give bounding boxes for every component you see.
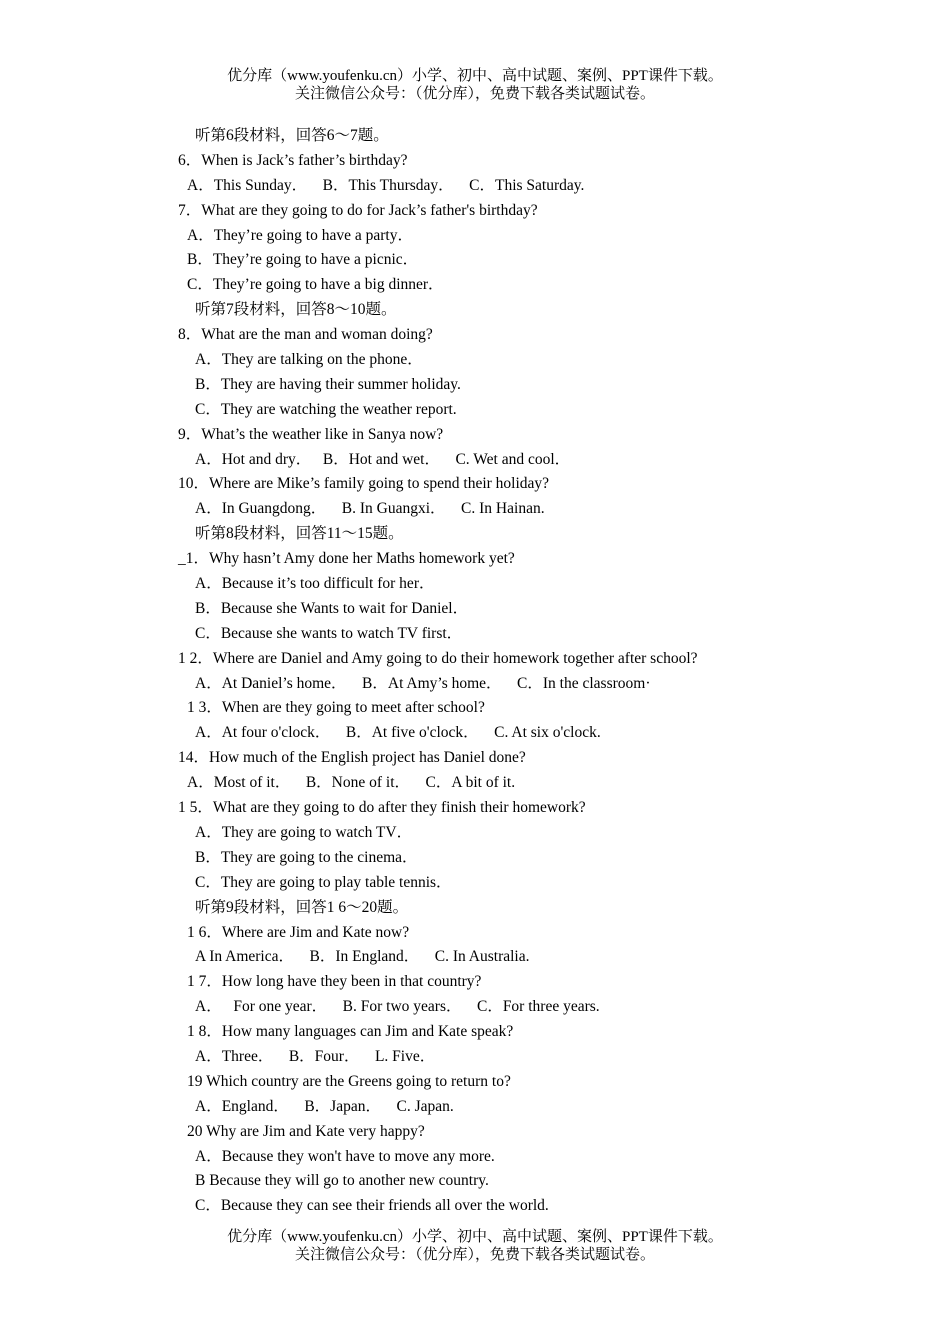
answer-options: A．England． B．Japan． C. Japan. (195, 1097, 454, 1115)
answer-option: C．They’re going to have a big dinner． (187, 276, 444, 294)
question: 1 6．Where are Jim and Kate now? (187, 923, 410, 941)
answer-options: A In America． B．In England． C. In Australia. (195, 948, 530, 966)
section-instruction: 听第6段材料，回答6～7题。 (195, 127, 389, 144)
answer-option: A．They are going to watch TV． (195, 823, 413, 841)
question: 8．What are the man and woman doing? (178, 326, 433, 344)
answer-options: A．This Sunday． B．This Thursday． C．This Saturday. (187, 176, 585, 194)
question: _1．Why hasn’t Amy done her Maths homework yet? (178, 550, 515, 568)
page-footer (0, 1228, 950, 1264)
question: 9．What’s the weather like in Sanya now? (178, 425, 444, 443)
answer-options: A．Three． B．Four． L. Five． (195, 1047, 436, 1065)
answer-option: B．They are going to the cinema． (195, 848, 418, 866)
question: 20 Why are Jim and Kate very happy? (187, 1122, 425, 1140)
header-line-1: 优分库（www.youfenku.cn）小学、初中、高中试题、案例、PPT课件下载。 (227, 68, 723, 84)
answer-option: A．They’re going to have a party． (187, 226, 413, 244)
section-instruction: 听第8段材料，回答11～15题。 (195, 525, 404, 543)
answer-options: A．At four o'clock． B．At five o'clock． C. At six o'clock. (195, 724, 601, 742)
question: 1 7．How long have they been in that country? (187, 973, 482, 991)
answer-option: B．Because she Wants to wait for Daniel． (195, 599, 469, 617)
header-line-2: 关注微信公众号：（优分库），免费下载各类试题试卷。 (294, 86, 655, 102)
answer-option: A．Because it’s too difficult for her． (195, 575, 435, 593)
question: 1 5．What are they going to do after they finish their homework? (178, 799, 586, 817)
answer-options: A．Hot and dry． B．Hot and wet． C. Wet and cool． (195, 450, 571, 468)
section-instruction: 听第9段材料，回答1 6～20题。 (195, 898, 409, 916)
answer-option: B．They are having their summer holiday. (195, 375, 461, 393)
answer-options: A．In Guangdong． B. In Guangxi． C. In Hainan. (195, 500, 545, 518)
answer-option: C．Because they can see their friends all over the world. (195, 1197, 549, 1215)
answer-options: A． For one year． B. For two years． C．For three years. (195, 998, 600, 1016)
answer-options: A．At Daniel’s home． B．At Amy’s home． C．In the classroom· (195, 674, 651, 692)
question: 10．Where are Mike’s family going to spend their holiday? (178, 475, 550, 493)
question: 14．How much of the English project has Daniel done? (178, 749, 526, 767)
page-header (0, 67, 950, 103)
answer-option: A．Because they won't have to move any more. (195, 1147, 495, 1165)
exam-content (178, 124, 898, 1219)
answer-option: C．Because she wants to watch TV first． (195, 624, 463, 642)
footer-line-1: 优分库（www.youfenku.cn）小学、初中、高中试题、案例、PPT课件下载。 (227, 1229, 723, 1245)
answer-option: C．They are watching the weather report. (195, 400, 457, 418)
footer-line-2: 关注微信公众号：（优分库），免费下载各类试题试卷。 (294, 1247, 655, 1263)
question: 19 Which country are the Greens going to return to? (187, 1072, 511, 1090)
section-instruction: 听第7段材料，回答8～10题。 (195, 301, 397, 319)
question: 1 2．Where are Daniel and Amy going to do their homework together after school? (178, 649, 698, 667)
question: 7．What are they going to do for Jack’s father's birthday? (178, 201, 538, 219)
answer-option: A．They are talking on the phone． (195, 351, 423, 369)
answer-option: B Because they will go to another new country. (195, 1172, 489, 1190)
question: 1 3．When are they going to meet after school? (187, 699, 485, 717)
question: 6．When is Jack’s father’s birthday? (178, 151, 408, 169)
answer-options: A．Most of it． B．None of it． C．A bit of it. (187, 774, 516, 792)
answer-option: C．They are going to play table tennis． (195, 873, 452, 891)
answer-option: B．They’re going to have a picnic． (187, 251, 419, 269)
question: 1 8．How many languages can Jim and Kate speak? (187, 1023, 514, 1041)
